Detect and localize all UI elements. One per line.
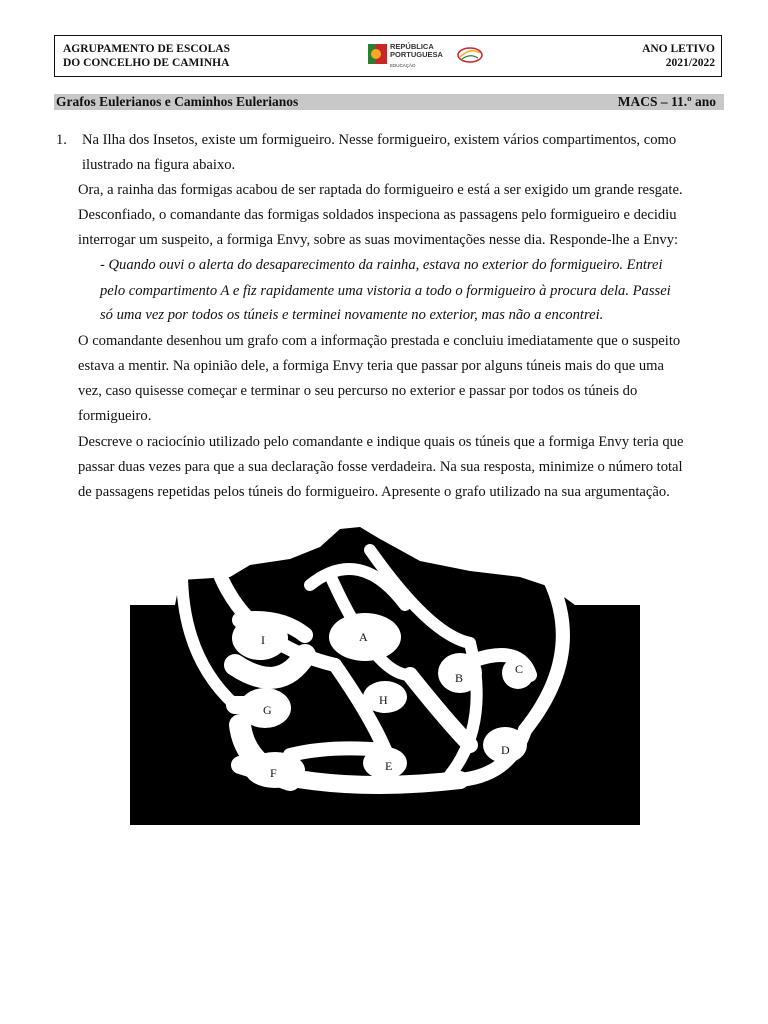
quote-line: pelo compartimento A e fiz rapidamente uma vistoria a todo o formigueiro à procura dela. Passei xyxy=(100,283,671,299)
question-text-line: de passagens repetidas pelos túneis do formigueiro. Apresente o grafo utilizado na sua argumentação. xyxy=(78,484,670,500)
question-text-line: estava a mentir. Na opinião dele, a formiga Envy teria que passar por alguns túneis mais do que uma xyxy=(78,358,665,374)
chamber-label-g: G xyxy=(263,703,272,717)
question-text-line: Desconfiado, o comandante das formigas soldados inspeciona as passagens pelo formigueiro e decidiu xyxy=(78,207,677,223)
chamber-label-f: F xyxy=(270,766,277,780)
year-value: 2021/2022 xyxy=(665,57,715,69)
chamber-label-a: A xyxy=(359,630,368,644)
quote-line: só uma vez por todos os túneis e terminei novamente no exterior, mas não a encontrei. xyxy=(100,307,604,323)
school-name xyxy=(63,42,230,70)
chamber-label-d: D xyxy=(501,743,510,757)
quote-line: - Quando ouvi o alerta do desaparecimento da rainha, estava no exterior do formigueiro. Entrei xyxy=(100,257,663,273)
question-text-line: Descreve o raciocínio utilizado pelo comandante e indique quais os túneis que a formiga Envy teria que xyxy=(78,434,684,450)
logo-line2: PORTUGUESA xyxy=(390,50,443,59)
logo-line1: REPÚBLICA xyxy=(390,42,434,51)
republica-portuguesa-logo xyxy=(368,41,488,71)
question-text-line: O comandante desenhou um grafo com a informação prestada e concluiu imediatamente que o suspeito xyxy=(78,333,681,349)
question-text-line: passar duas vezes para que a sua declaração fosse verdadeira. Na sua resposta, minimize o número total xyxy=(78,459,683,475)
question-text-line: interrogar um suspeito, a formiga Envy, sobre as suas movimentações nesse dia. Responde-lhe a Envy: xyxy=(78,232,679,248)
question-text-line: Ora, a rainha das formigas acabou de ser raptada do formigueiro e está a ser exigido um grande resgate. xyxy=(78,182,683,198)
chamber-label-e: E xyxy=(385,759,393,773)
year-label: ANO LETIVO xyxy=(642,43,715,55)
question-text-line: Na Ilha dos Insetos, existe um formigueiro. Nesse formigueiro, existem vários compartimentos, como xyxy=(82,132,677,148)
question-text-line: ilustrado na figura abaixo. xyxy=(82,157,236,173)
logo-education-label: EDUCAÇÃO xyxy=(390,63,416,68)
chamber-label-h: H xyxy=(379,693,388,707)
school-name-line1: AGRUPAMENTO DE ESCOLAS xyxy=(63,43,230,55)
document-header xyxy=(54,35,722,77)
logo-text xyxy=(390,43,443,59)
anthill-figure xyxy=(130,525,640,825)
chamber-label-i: I xyxy=(261,633,265,647)
chamber-label-b: B xyxy=(455,671,464,685)
section-title-bar xyxy=(54,94,724,110)
school-emblem-icon xyxy=(456,45,484,65)
question-text-line: vez, caso quisesse começar e terminar o seu percurso no exterior e passar por todos os túneis do xyxy=(78,383,638,399)
question-text-line: formigueiro. xyxy=(78,408,152,424)
question-number: 1. xyxy=(56,132,67,148)
course-label: MACS – 11.º ano xyxy=(617,94,716,109)
school-year xyxy=(642,42,715,70)
section-title: Grafos Eulerianos e Caminhos Eulerianos xyxy=(56,94,299,109)
school-name-line2: DO CONCELHO DE CAMINHA xyxy=(63,57,230,69)
chamber-label-c: C xyxy=(515,662,524,676)
